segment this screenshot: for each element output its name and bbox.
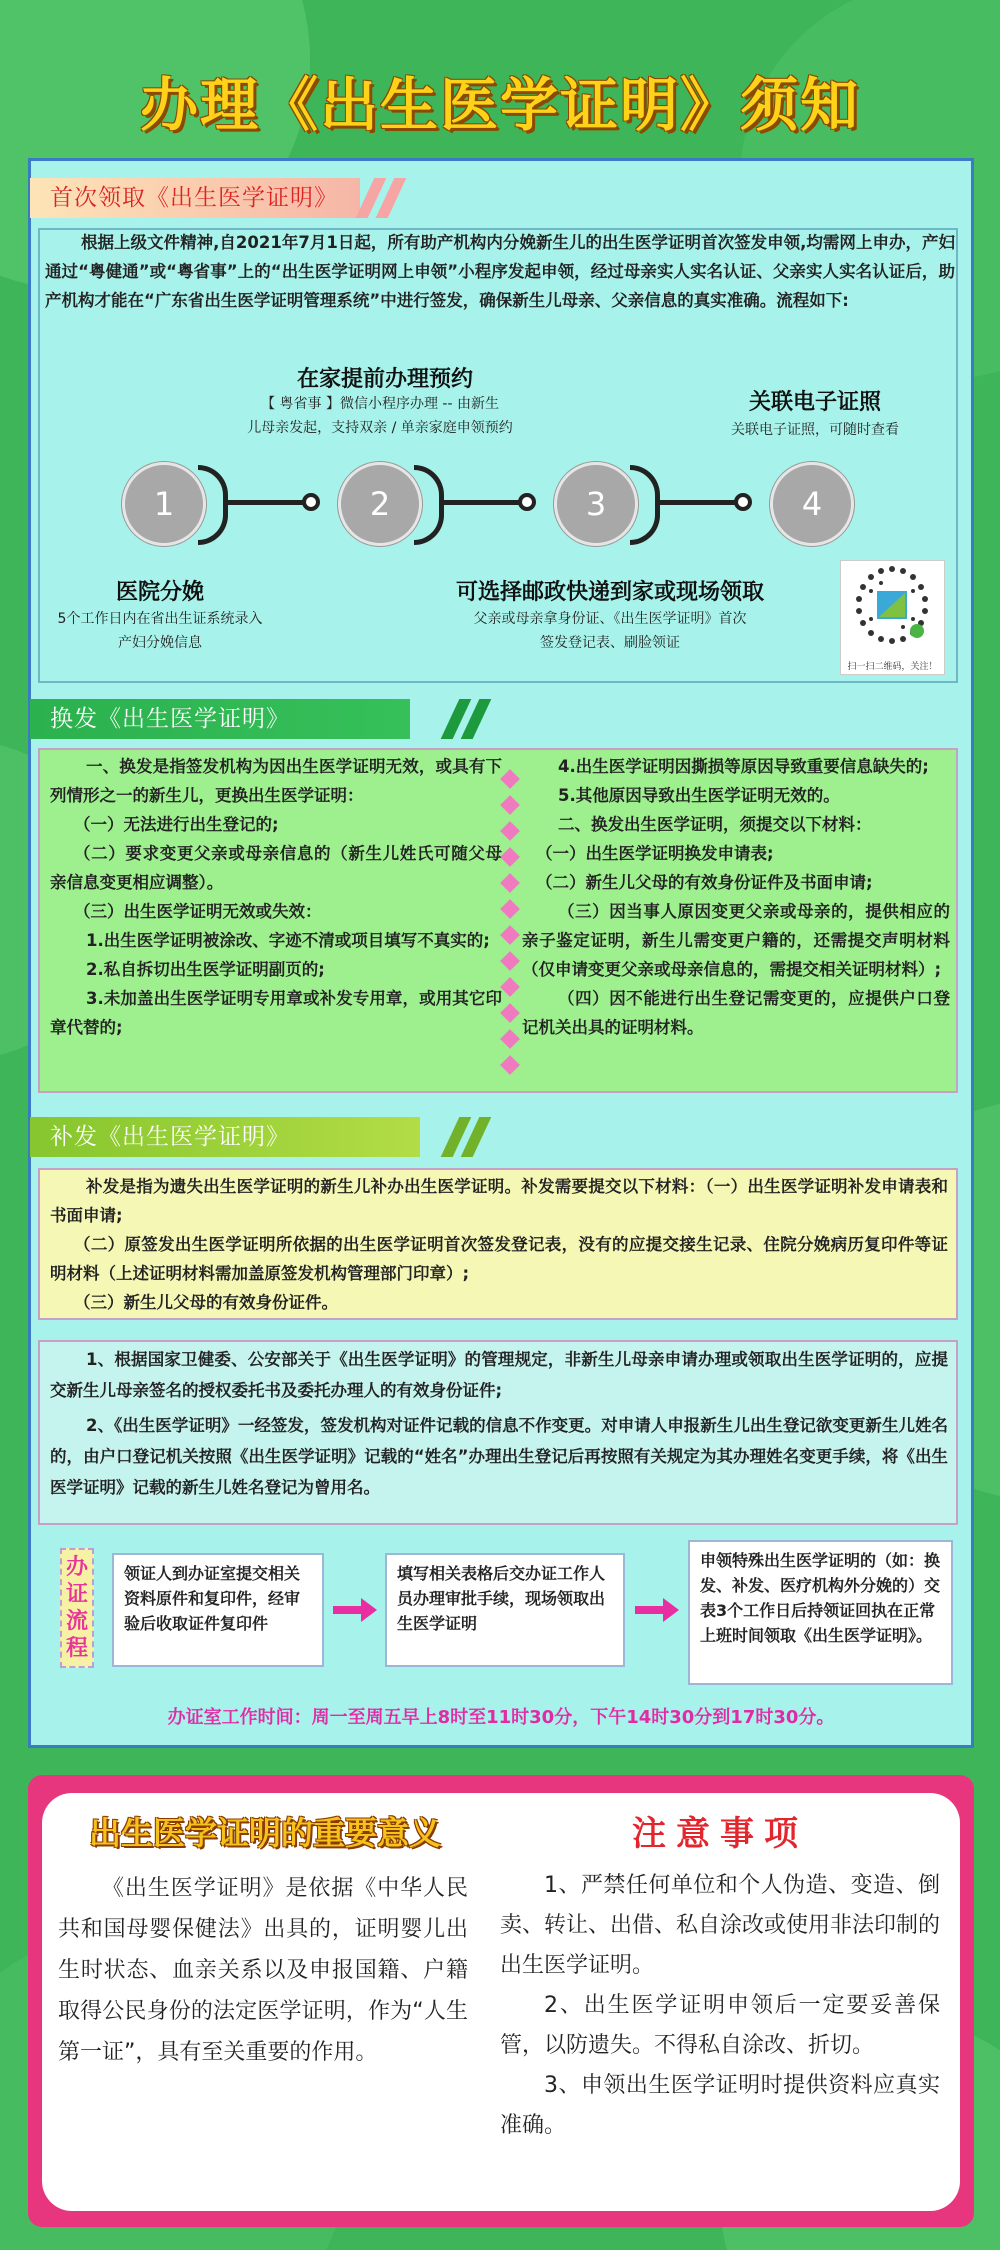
process-step-2: 填写相关表格后交办证工作人员办理审批手续，现场领取出生医学证明 [385,1553,625,1667]
step-1-title: 医院分娩 [115,580,204,605]
notes-text [50,1344,948,1503]
qr-code-label: 扫一扫二维码，关注！ [847,662,938,672]
connector-line [226,500,306,505]
process-step-3: 申领特殊出生医学证明的（如：换发、补发、医疗机构外分娩的）交表3个工作日后持领证回执在正常上班时间领取《出生医学证明》。 [688,1540,953,1685]
reissue-right-para: （一）出生医学证明换发申请表; [536,844,774,863]
notice-title: 注意事项 [632,1814,808,1854]
step-3-desc [440,607,780,655]
step-1-circle: 1 [122,462,206,546]
diamond-divider [500,760,520,1090]
importance-text: 《出生医学证明》是依据《中华人民共和国母婴保健法》出具的，证明婴儿出生时状态、血亲关系以及申报国籍、户籍取得公民身份的法定医学证明，作为“人生第一证”，具有至关重要的作用。 [58,1876,468,2065]
first-issue-intro: 根据上级文件精神,自2021年7月1日起，所有助产机构内分娩新生儿的出生医学证明首次签发申领,均需网上申办，产妇通过“粤健通”或“粤省事”上的“出生医学证明网上申领”小程序发起申领，经过母亲实人实名认证、父亲实人实名认证后，助产机构才能在“广东省出生医学证明管理系统”中进行签发，确保新生儿母亲、父亲信息的真实准确。流程如下: [45,233,955,310]
step-4-title: 关联电子证照 [748,390,881,415]
process-step-1: 领证人到办证室提交相关资料原件和复印件，经审验后收取证件复印件 [112,1553,324,1667]
connector-line [658,500,738,505]
reissue-right-para: 二、换发出生医学证明，须提交以下材料： [558,815,872,834]
step-1-desc [40,607,280,655]
reissue-left-para: （一）无法进行出生登记的; [74,815,279,834]
step-1-desc-line2: 产妇分娩信息 [118,635,202,651]
qr-code-icon [841,561,944,653]
reissue-left-para: 2.私自拆切出生医学证明副页的; [86,960,325,979]
section-first-issue-title: 首次领取《出生医学证明》 [50,185,338,211]
office-hours: 办证室工作时间：周一至周五早上8时至11时30分，下午14时30分到17时30分。 [167,1707,835,1728]
reissue-left-para: （三）出生医学证明无效或失效： [74,902,322,921]
reissue-left-para: 1.出生医学证明被涂改、字迹不清或项目填写不真实的; [86,931,490,950]
connector-line [442,500,522,505]
section-replacement-header [30,1117,420,1157]
reissue-left-column [50,752,502,1042]
step-2-desc-line2: 儿母亲发起，支持双亲 / 单亲家庭申领预约 [247,420,513,436]
step-2-desc [220,392,540,440]
section-reissue-title: 换发《出生医学证明》 [50,706,290,732]
qr-code[interactable] [840,560,945,675]
page-title: 办理《出生医学证明》须知 [139,71,860,139]
reissue-right-para: （四）因不能进行出生登记需变更的，应提供户口登记机关出具的证明材料。 [522,989,950,1037]
replacement-para: （三）新生儿父母的有效身份证件。 [74,1293,338,1312]
step-3-circle: 3 [554,462,638,546]
replacement-para: 补发是指为遗失出生医学证明的新生儿补办出生医学证明。补发需要提交以下材料：（一）出生医学证明补发申请表和书面申请; [50,1177,948,1225]
notice-item: 3、申领出生医学证明时提供资料应真实准确。 [500,2073,940,2138]
arrow-right-icon [635,1598,679,1622]
notice-list [500,1866,940,2146]
step-2-title: 在家提前办理预约 [296,367,473,392]
connector-dot [302,493,320,511]
section-first-issue-header [30,178,360,218]
step-2-circle: 2 [338,462,422,546]
reissue-right-para: 4.出生医学证明因撕损等原因导致重要信息缺失的; [558,757,929,776]
replacement-text [50,1172,948,1317]
reissue-left-para: （二）要求变更父亲或母亲信息的（新生儿姓氏可随父母亲信息变更相应调整）。 [50,844,502,892]
reissue-right-para: （二）新生儿父母的有效身份证件及书面申请; [536,873,873,892]
reissue-right-para: 5.其他原因导致出生医学证明无效的。 [558,786,840,805]
reissue-right-para: （三）因当事人原因变更父亲或母亲的，提供相应的亲子鉴定证明，新生儿需变更户籍的，还需提交声明材料（仅申请变更父亲或母亲信息的，需提交相关证明材料）; [522,902,950,979]
process-label: 办证流程 [60,1548,94,1668]
step-2-desc-line1: 【 粤省事 】微信小程序办理 -- 由新生 [261,396,499,412]
arrow-right-icon [333,1598,377,1622]
step-3-desc-line2: 签发登记表、刷脸领证 [540,635,680,651]
reissue-right-column [522,752,950,1042]
replacement-para: （二）原签发出生医学证明所依据的出生医学证明首次签发登记表，没有的应提交接生记录、住院分娩病历复印件等证明材料（上述证明材料需加盖原签发机构管理部门印章）; [50,1235,948,1283]
step-4-circle: 4 [770,462,854,546]
reissue-left-para: 一、换发是指签发机构为因出生医学证明无效，或具有下列情形之一的新生儿，更换出生医学证明： [50,757,502,805]
section-replacement-title: 补发《出生医学证明》 [50,1124,290,1150]
step-4-desc: 关联电子证照，可随时查看 [731,422,899,438]
notice-item: 1、严禁任何单位和个人伪造、变造、倒卖、转让、出借、私自涂改或使用非法印制的出生医学证明。 [500,1873,941,1978]
step-3-title: 可选择邮政快递到家或现场领取 [455,580,764,605]
section-reissue-header [30,699,410,739]
importance-title: 出生医学证明的重要意义 [88,1814,441,1852]
step-3-desc-line1: 父亲或母亲拿身份证、《出生医学证明》首次 [473,611,747,627]
step-1-desc-line1: 5个工作日内在省出生证系统录入 [57,611,263,627]
connector-dot [734,493,752,511]
reissue-left-para: 3.未加盖出生医学证明专用章或补发专用章，或用其它印章代替的; [50,989,502,1037]
notice-item: 2、出生医学证明申领后一定要妥善保管，以防遗失。不得私自涂改、折切。 [500,1993,940,2058]
note-para: 1、根据国家卫健委、公安部关于《出生医学证明》的管理规定，非新生儿母亲申请办理或领取出生医学证明的，应提交新生儿母亲签名的授权委托书及委托办理人的有效身份证件; [50,1350,948,1400]
connector-dot [518,493,536,511]
note-para: 2、《出生医学证明》一经签发，签发机构对证件记载的信息不作变更。对申请人申报新生儿出生登记欲变更新生儿姓名的，由户口登记机关按照《出生医学证明》记载的“姓名”办理出生登记后再按照有关规定为其办理姓名变更手续，将《出生医学证明》记载的新生儿姓名登记为曾用名。 [50,1416,948,1497]
